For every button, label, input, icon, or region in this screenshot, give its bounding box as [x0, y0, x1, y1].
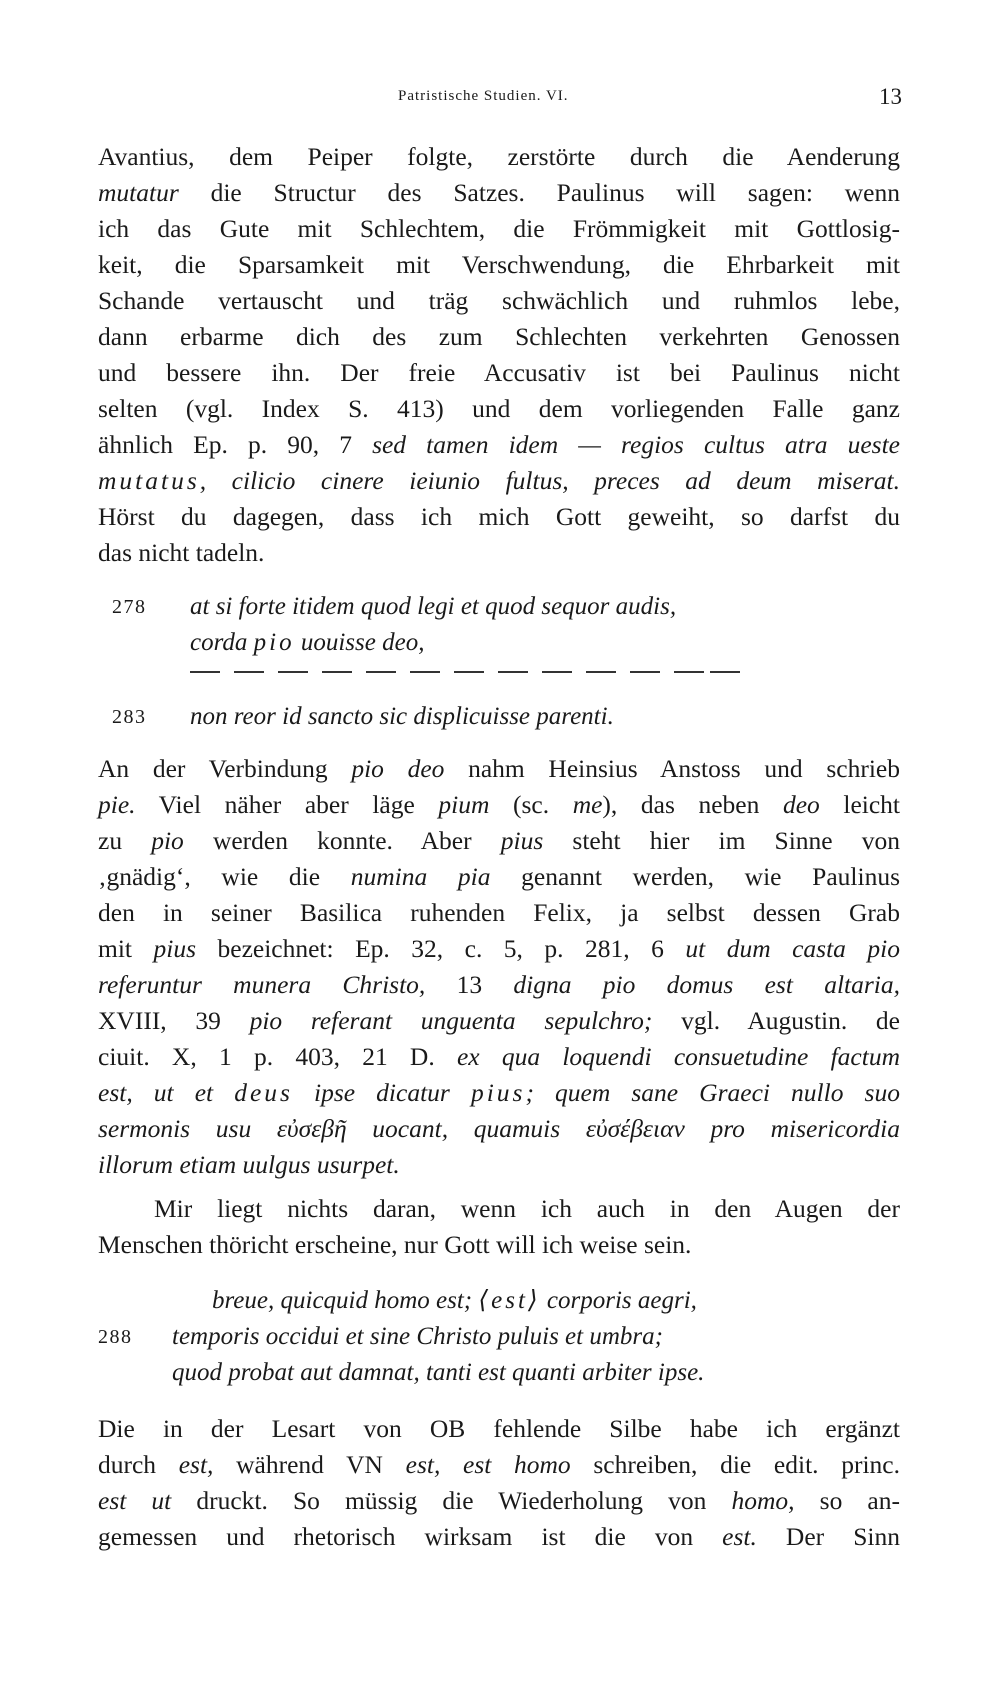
- text-line: selten (vgl. Index S. 413) und dem vorliegenden Falle ganz: [98, 394, 900, 423]
- page-number: 13: [879, 84, 902, 109]
- text-line: Schande vertauscht und träg schwächlich und ruhmlos lebe,: [98, 286, 900, 315]
- text-line: ‚gnädig‘, wie die numina pia genannt werden, wie Paulinus: [98, 862, 900, 891]
- text-line: ciuit. X, 1 p. 403, 21 D. ex qua loquendi consuetudine factum: [98, 1042, 901, 1071]
- text-line: referuntur munera Christo, 13 digna pio domus est altaria,: [98, 970, 901, 999]
- text-line: Hörst du dagegen, dass ich mich Gott geweiht, so darfst du: [98, 502, 900, 531]
- text-line: zu pio werden konnte. Aber pius steht hier im Sinne von: [98, 826, 901, 855]
- text-line: ich das Gute mit Schlechtem, die Frömmigkeit mit Gottlosig-: [98, 214, 900, 243]
- text-line: An der Verbindung pio deo nahm Heinsius Anstoss und schrieb: [98, 754, 900, 783]
- text-line: illorum etiam uulgus usurpet.: [98, 1150, 400, 1179]
- text-line: est, ut et deus ipse dicatur pius; quem sane Graeci nullo suo: [98, 1078, 900, 1107]
- verse-line: quod probat aut damnat, tanti est quanti arbiter ipse.: [172, 1359, 705, 1386]
- verse-line: breue, quicquid homo est; ⟨est⟩ corporis aegri,: [212, 1287, 697, 1314]
- text-line: Menschen thöricht erscheine, nur Gott will ich weise sein.: [98, 1230, 692, 1259]
- text-line: est ut druckt. So müssig die Wiederholung von homo, so an-: [98, 1486, 900, 1515]
- text-line: Avantius, dem Peiper folgte, zerstörte durch die Aenderung: [98, 142, 900, 171]
- text-line: und bessere ihn. Der freie Accusativ ist bei Paulinus nicht: [98, 358, 900, 387]
- verse-line: corda pio uouisse deo,: [190, 629, 425, 656]
- running-title: Patristische Studien. VI.: [398, 88, 569, 104]
- text-line: mutatus, cilicio cinere ieiunio fultus, preces ad deum miserat.: [98, 466, 900, 495]
- verse-line: at si forte itidem quod legi et quod sequor audis,: [190, 593, 677, 620]
- page-header: [0, 84, 1000, 118]
- text-line: das nicht tadeln.: [98, 538, 265, 567]
- text-line: mutatur die Structur des Satzes. Paulinus will sagen: wenn: [98, 178, 900, 207]
- text-line: sermonis usu εὐσεβῆ uocant, quamuis εὐσέβειαν pro misericordia: [98, 1114, 900, 1143]
- omission-dashes: [190, 671, 740, 675]
- text-line: Mir liegt nichts daran, wenn ich auch in den Augen der: [154, 1194, 900, 1223]
- text-line: durch est, während VN est, est homo schreiben, die edit. princ.: [98, 1450, 900, 1479]
- verse-number: 278: [112, 596, 147, 618]
- verse-line: non reor id sancto sic displicuisse parenti.: [190, 703, 614, 730]
- text-line: ähnlich Ep. p. 90, 7 sed tamen idem — regios cultus atra ueste: [98, 430, 900, 459]
- text-line: pie. Viel näher aber läge pium (sc. me), das neben deo leicht: [98, 790, 901, 819]
- text-line: Die in der Lesart von OB fehlende Silbe habe ich ergänzt: [98, 1414, 900, 1443]
- text-line: den in seiner Basilica ruhenden Felix, ja selbst dessen Grab: [98, 898, 900, 927]
- text-line: keit, die Sparsamkeit mit Verschwendung, die Ehrbarkeit mit: [98, 250, 900, 279]
- verse-number: 288: [98, 1326, 133, 1348]
- verse-number: 283: [112, 706, 147, 728]
- verse-line: temporis occidui et sine Christo puluis et umbra;: [172, 1323, 663, 1350]
- text-line: XVIII, 39 pio referant unguenta sepulchro; vgl. Augustin. de: [98, 1006, 900, 1035]
- text-line: gemessen und rhetorisch wirksam ist die von est. Der Sinn: [98, 1522, 900, 1551]
- text-line: dann erbarme dich des zum Schlechten verkehrten Genossen: [98, 322, 900, 351]
- text-line: mit pius bezeichnet: Ep. 32, c. 5, p. 281, 6 ut dum casta pio: [98, 934, 900, 963]
